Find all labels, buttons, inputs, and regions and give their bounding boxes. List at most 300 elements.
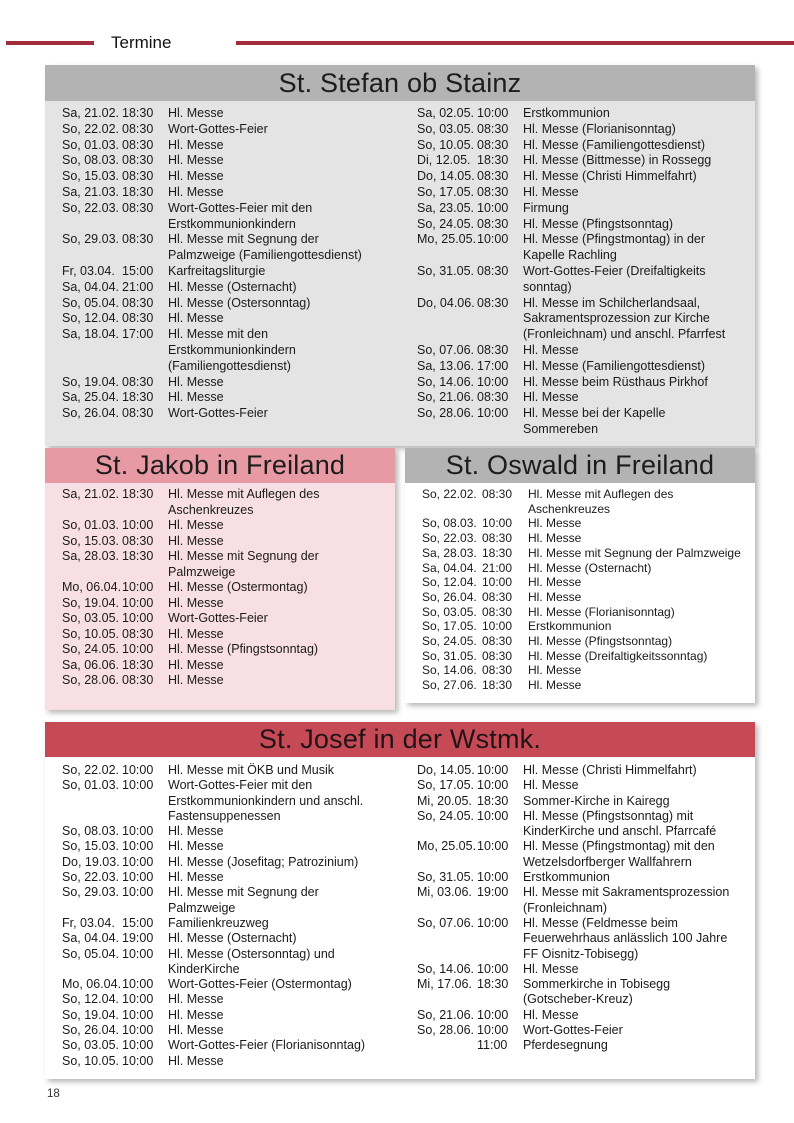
event-description: Hl. Messe (Christi Himmelfahrt) xyxy=(523,169,697,184)
event-date: So, 08.03. xyxy=(62,153,119,168)
event-row xyxy=(62,627,395,643)
event-row xyxy=(422,590,755,605)
event-row xyxy=(62,947,400,978)
event-row xyxy=(417,122,755,138)
event-time: 10:00 xyxy=(477,1023,509,1038)
event-time: 08:30 xyxy=(122,232,154,247)
event-description: Hl. Messe (Feldmesse beim Feuerwehrhaus anlässlich 100 Jahre FF Oisnitz-Tobisegg) xyxy=(523,915,728,961)
page-header-label: Termine xyxy=(111,33,172,52)
event-date: So, 10.05. xyxy=(62,1053,119,1068)
event-date: So, 10.05. xyxy=(62,626,119,641)
event-time: 10:00 xyxy=(122,595,154,610)
event-date: Mi, 20.05. xyxy=(417,793,472,808)
event-row xyxy=(422,663,755,678)
event-time: 08:30 xyxy=(122,406,154,421)
event-description: Hl. Messe xyxy=(523,342,579,357)
event-row xyxy=(62,1023,400,1038)
event-time: 08:30 xyxy=(482,589,513,604)
event-time: 10:00 xyxy=(122,839,154,854)
event-time: 18:30 xyxy=(477,153,509,168)
event-date: Fr, 03.04. xyxy=(62,263,115,278)
event-description: Hl. Messe xyxy=(168,824,224,839)
section-body xyxy=(45,101,755,446)
event-description: Hl. Messe (Ostersonntag) xyxy=(168,295,311,310)
event-row xyxy=(417,794,755,809)
event-description: Hl. Messe xyxy=(528,663,582,678)
event-description: Hl. Messe xyxy=(523,961,579,976)
event-time: 08:30 xyxy=(482,487,513,501)
event-date: So, 22.03. xyxy=(62,200,119,215)
event-description: Hl. Messe mit Segnung der Palmzweige (Familiengottesdienst) xyxy=(168,232,362,263)
event-row xyxy=(417,264,755,296)
event-date: So, 28.06. xyxy=(417,1023,474,1038)
event-description: Hl. Messe xyxy=(168,1053,224,1068)
event-time: 10:00 xyxy=(477,106,509,120)
event-time: 18:30 xyxy=(482,545,513,560)
event-description: Hl. Messe mit Auflegen des Aschenkreuzes xyxy=(168,487,320,517)
event-date: Sa, 25.04. xyxy=(62,390,119,405)
event-time: 10:00 xyxy=(477,870,509,885)
event-row xyxy=(62,763,400,778)
event-description: Hl. Messe mit Segnung der Palmzweige xyxy=(528,545,741,560)
event-row xyxy=(62,390,400,406)
event-date: Mi, 17.06. xyxy=(417,977,472,992)
event-date: So, 03.05. xyxy=(62,611,119,625)
event-time: 08:30 xyxy=(477,184,509,199)
event-description: Hl. Messe (Familiengottesdienst) xyxy=(523,137,706,152)
event-row xyxy=(62,487,395,518)
event-row xyxy=(422,516,755,531)
event-description: Hl. Messe xyxy=(168,1023,224,1038)
event-row xyxy=(62,264,400,280)
event-date: So, 19.04. xyxy=(62,1007,119,1022)
event-time: 10:00 xyxy=(122,763,154,777)
event-date: So, 05.04. xyxy=(62,295,119,310)
event-time: 18:30 xyxy=(477,793,509,808)
event-description: Wort-Gottes-Feier xyxy=(168,406,268,421)
event-description: Hl. Messe mit Segnung der Palmzweige xyxy=(168,885,319,915)
event-row xyxy=(62,580,395,596)
event-time: 10:00 xyxy=(482,575,513,590)
event-description: Hl. Messe xyxy=(168,533,224,548)
event-description: Hl. Messe (Bittmesse) in Rossegg xyxy=(523,153,712,168)
event-row xyxy=(62,375,400,391)
event-description: Hl. Messe (Christi Himmelfahrt) xyxy=(523,763,697,777)
event-row xyxy=(62,280,400,296)
event-row xyxy=(417,763,755,778)
event-date: Sa, 06.06. xyxy=(62,657,119,672)
event-description: Hl. Messe (Ostersonntag) und KinderKirche xyxy=(168,946,335,976)
event-description: Hl. Messe xyxy=(168,106,224,120)
event-date: So, 03.05. xyxy=(62,1038,119,1053)
event-date: Mi, 03.06. xyxy=(417,885,472,900)
event-description: Hl. Messe xyxy=(168,626,224,641)
event-date: So, 31.05. xyxy=(422,648,477,663)
event-description: Hl. Messe mit Segnung der Palmzweige xyxy=(168,549,319,579)
event-time: 08:30 xyxy=(122,200,154,215)
event-row xyxy=(62,153,400,169)
event-date: Sa, 28.03. xyxy=(62,549,119,563)
event-row xyxy=(62,977,400,992)
event-description: Hl. Messe (Pfingstmontag) in der Kapelle Rachling xyxy=(523,232,706,263)
event-description: Hl. Messe xyxy=(168,673,224,687)
event-time: 10:00 xyxy=(477,961,509,976)
event-row xyxy=(422,678,755,693)
event-date: So, 08.03. xyxy=(422,516,477,531)
event-time: 21:00 xyxy=(122,279,154,294)
event-date: So, 15.03. xyxy=(62,169,119,184)
event-time: 08:30 xyxy=(122,137,154,152)
event-date: So, 24.05. xyxy=(417,216,474,231)
event-column-right xyxy=(400,106,755,438)
event-description: Hl. Messe xyxy=(168,839,224,854)
event-row xyxy=(62,518,395,534)
event-time: 18:30 xyxy=(482,678,513,693)
event-time: 18:30 xyxy=(122,549,154,563)
event-date: So, 10.05. xyxy=(417,137,474,152)
event-description: Hl. Messe xyxy=(168,870,224,885)
event-date: So, 01.03. xyxy=(62,137,119,152)
event-time: 08:30 xyxy=(482,604,513,619)
event-time: 15:00 xyxy=(122,915,154,930)
event-time: 10:00 xyxy=(122,1053,154,1068)
event-date: Sa, 04.04. xyxy=(422,560,477,575)
event-time: 10:00 xyxy=(482,619,513,634)
event-row xyxy=(62,169,400,185)
event-description: Hl. Messe xyxy=(523,1007,579,1022)
event-date: So, 03.05. xyxy=(417,121,474,136)
event-description: Hl. Messe xyxy=(168,657,224,672)
event-description: Erstkommunion xyxy=(523,870,610,885)
event-time: 10:00 xyxy=(122,518,154,532)
event-description: Hl. Messe xyxy=(168,992,224,1007)
event-date: So, 29.03. xyxy=(62,885,119,900)
event-description: Erstkommunion xyxy=(528,619,612,634)
event-time: 10:00 xyxy=(477,200,509,215)
event-date: So, 29.03. xyxy=(62,232,119,247)
event-date: So, 27.06. xyxy=(422,678,477,693)
event-description: Karfreitagsliturgie xyxy=(168,263,266,278)
event-row xyxy=(62,596,395,612)
event-date: Do, 19.03. xyxy=(62,854,120,869)
event-date: So, 22.03. xyxy=(422,531,477,546)
event-date: Mo, 25.05. xyxy=(417,232,477,247)
event-description: Hl. Messe xyxy=(168,518,224,532)
event-time: 18:30 xyxy=(122,390,154,405)
event-time: 08:30 xyxy=(482,648,513,663)
section-st-josef-in-der-wstmk xyxy=(45,722,755,1079)
section-body xyxy=(45,483,395,710)
event-row xyxy=(417,809,755,840)
event-date: So, 24.05. xyxy=(422,634,477,649)
event-row xyxy=(417,778,755,793)
event-date: So, 14.06. xyxy=(422,663,477,678)
event-date: So, 17.05. xyxy=(417,778,474,793)
header-rule-left xyxy=(6,41,94,45)
event-date: Fr, 03.04. xyxy=(62,915,115,930)
event-date: So, 28.06. xyxy=(62,673,119,687)
event-row xyxy=(422,546,755,561)
event-description: Hl. Messe xyxy=(168,153,224,168)
event-time: 08:30 xyxy=(482,531,513,546)
event-row xyxy=(417,359,755,375)
event-columns xyxy=(45,763,755,1069)
event-description: Sommerkirche in Tobisegg (Gotscheber-Kreuz) xyxy=(523,977,671,1007)
event-time: 08:30 xyxy=(122,153,154,168)
event-time: 18:30 xyxy=(477,977,509,992)
event-row xyxy=(62,885,400,916)
event-row xyxy=(62,1038,400,1053)
event-date: So, 01.03. xyxy=(62,778,119,793)
event-time: 10:00 xyxy=(122,977,154,992)
event-time: 10:00 xyxy=(122,870,154,885)
section-title: St. Josef in der Wstmk. xyxy=(45,722,755,757)
event-row xyxy=(417,1038,755,1053)
event-description: Erstkommunion xyxy=(523,106,610,120)
event-row xyxy=(422,561,755,576)
event-date: Sa, 13.06. xyxy=(417,358,474,373)
event-time: 10:00 xyxy=(122,824,154,839)
event-time: 08:30 xyxy=(477,121,509,136)
event-date: So, 24.05. xyxy=(417,808,474,823)
event-time: 10:00 xyxy=(122,1038,154,1053)
event-column xyxy=(45,487,395,689)
event-description: Hl. Messe (Pfingstsonntag) xyxy=(528,634,673,649)
event-row xyxy=(62,201,400,233)
event-row xyxy=(417,201,755,217)
event-time: 08:30 xyxy=(477,263,509,278)
event-time: 10:00 xyxy=(477,808,509,823)
event-time: 08:30 xyxy=(482,634,513,649)
event-time: 10:00 xyxy=(477,839,509,854)
event-row xyxy=(62,839,400,854)
event-date: Sa, 21.02. xyxy=(62,487,119,501)
event-time: 10:00 xyxy=(122,992,154,1007)
event-time: 21:00 xyxy=(482,560,513,575)
event-row xyxy=(417,839,755,870)
event-time: 18:30 xyxy=(122,657,154,672)
event-time: 08:30 xyxy=(122,673,154,687)
event-time: 10:00 xyxy=(482,516,513,531)
event-row xyxy=(62,122,400,138)
event-date: Do, 14.05. xyxy=(417,169,475,184)
event-row xyxy=(417,1023,755,1038)
event-time: 08:30 xyxy=(122,169,154,184)
event-time: 10:00 xyxy=(122,642,154,656)
event-description: Hl. Messe xyxy=(168,169,224,184)
event-description: Hl. Messe xyxy=(523,390,579,405)
event-date: Mo, 06.04. xyxy=(62,580,122,594)
event-description: Wort-Gottes-Feier xyxy=(168,121,268,136)
event-row xyxy=(62,549,395,580)
event-row xyxy=(422,531,755,546)
event-row xyxy=(422,487,755,516)
event-description: Hl. Messe xyxy=(528,589,582,604)
event-row xyxy=(417,916,755,962)
event-date: So, 26.04. xyxy=(422,589,477,604)
event-time: 19:00 xyxy=(122,931,154,946)
event-description: Hl. Messe mit den Erstkommunionkindern (Familiengottesdienst) xyxy=(168,327,296,373)
header-rule-right xyxy=(236,41,794,45)
event-date: So, 05.04. xyxy=(62,946,119,961)
event-description: Wort-Gottes-Feier xyxy=(168,611,268,625)
event-time: 10:00 xyxy=(477,232,509,247)
event-description: Hl. Messe (Ostermontag) xyxy=(168,580,308,594)
event-time: 08:30 xyxy=(477,216,509,231)
event-time: 08:30 xyxy=(122,626,154,641)
event-date: Sa, 04.04. xyxy=(62,279,119,294)
event-row xyxy=(62,106,400,122)
section-body xyxy=(405,483,755,703)
event-row xyxy=(417,375,755,391)
event-columns xyxy=(45,106,755,438)
event-row xyxy=(62,534,395,550)
event-description: Wort-Gottes-Feier (Ostermontag) xyxy=(168,977,352,992)
event-time: 08:30 xyxy=(477,169,509,184)
event-row xyxy=(62,824,400,839)
event-description: Hl. Messe xyxy=(523,778,579,793)
event-description: Hl. Messe (Josefitag; Patrozinium) xyxy=(168,854,359,869)
event-date: So, 03.05. xyxy=(422,604,477,619)
event-description: Wort-Gottes-Feier (Dreifaltigkeits sonntag) xyxy=(523,263,706,294)
event-column-left xyxy=(45,763,400,1069)
event-row xyxy=(417,1008,755,1023)
section-st-oswald-in-freiland xyxy=(405,448,755,703)
event-date: So, 22.02. xyxy=(62,121,119,136)
event-row xyxy=(417,106,755,122)
event-date: So, 26.04. xyxy=(62,406,119,421)
event-row xyxy=(62,658,395,674)
event-description: Hl. Messe xyxy=(168,137,224,152)
event-date: So, 12.04. xyxy=(62,992,119,1007)
event-row xyxy=(62,1008,400,1023)
event-row xyxy=(62,870,400,885)
event-description: Hl. Messe (Osternacht) xyxy=(168,931,297,946)
event-description: Hl. Messe mit Sakramentsprozession (Fronleichnam) xyxy=(523,885,730,915)
event-date: So, 22.03. xyxy=(62,870,119,885)
event-date: So, 21.06. xyxy=(417,1007,474,1022)
event-row xyxy=(417,343,755,359)
event-date: So, 24.05. xyxy=(62,642,119,656)
section-body xyxy=(45,757,755,1079)
event-time: 17:00 xyxy=(122,327,154,342)
event-date: So, 14.06. xyxy=(417,374,474,389)
event-date: So, 28.06. xyxy=(417,406,474,421)
event-time: 08:30 xyxy=(477,342,509,357)
event-row xyxy=(62,992,400,1007)
event-date: So, 01.03. xyxy=(62,518,119,532)
event-description: Hl. Messe xyxy=(528,678,582,693)
event-row xyxy=(417,185,755,201)
event-time: 08:30 xyxy=(122,533,154,548)
event-date: So, 12.04. xyxy=(422,575,477,590)
event-row xyxy=(417,217,755,233)
event-date: So, 22.02. xyxy=(422,487,477,501)
event-description: Hl. Messe xyxy=(528,531,582,546)
event-date: Mo, 06.04. xyxy=(62,977,122,992)
event-date: So, 22.02. xyxy=(62,763,119,777)
event-row xyxy=(422,575,755,590)
event-date: Mo, 25.05. xyxy=(417,839,477,854)
event-description: Hl. Messe (Pfingstsonntag) xyxy=(168,642,319,656)
event-column-left xyxy=(45,106,400,438)
event-time: 08:30 xyxy=(477,390,509,405)
event-description: Wort-Gottes-Feier (Florianisonntag) xyxy=(168,1038,366,1053)
event-description: Hl. Messe xyxy=(168,311,224,326)
event-row xyxy=(62,232,400,264)
event-description: Hl. Messe im Schilcherlandsaal, Sakramentsprozession zur Kirche (Fronleichnam) und anschl. Pfarrfest xyxy=(523,295,726,342)
event-time: 15:00 xyxy=(122,263,154,278)
event-description: Hl. Messe xyxy=(168,595,224,610)
event-row xyxy=(62,931,400,946)
event-row xyxy=(62,327,400,374)
event-description: Wort-Gottes-Feier mit den Erstkommunionkindern und anschl. Fastensuppenessen xyxy=(168,778,364,823)
event-date: Sa, 18.04. xyxy=(62,327,119,342)
event-time: 08:30 xyxy=(477,295,509,310)
event-date: So, 31.05. xyxy=(417,870,474,885)
event-date: So, 31.05. xyxy=(417,263,474,278)
event-time: 10:00 xyxy=(477,406,509,421)
event-description: Hl. Messe (Dreifaltigkeitssonntag) xyxy=(528,648,708,663)
event-description: Hl. Messe (Familiengottesdienst) xyxy=(523,358,706,373)
section-st-stefan-ob-stainz xyxy=(45,65,755,446)
section-title: St. Jakob in Freiland xyxy=(45,448,395,483)
event-time: 10:00 xyxy=(477,915,509,930)
event-row xyxy=(62,406,400,422)
event-date: So, 17.05. xyxy=(417,184,474,199)
event-row xyxy=(422,605,755,620)
section-st-jakob-in-freiland xyxy=(45,448,395,710)
event-time: 10:00 xyxy=(477,778,509,793)
event-row xyxy=(417,153,755,169)
event-row xyxy=(417,962,755,977)
event-description: Hl. Messe (Osternacht) xyxy=(168,279,297,294)
event-description: Hl. Messe xyxy=(168,374,224,389)
event-date: Sa, 28.03. xyxy=(422,545,477,560)
event-time: 08:30 xyxy=(482,663,513,678)
event-time: 08:30 xyxy=(122,295,154,310)
event-row xyxy=(422,619,755,634)
event-row xyxy=(417,977,755,1008)
event-time: 10:00 xyxy=(122,1007,154,1022)
event-row xyxy=(417,390,755,406)
event-time: 10:00 xyxy=(477,374,509,389)
event-row xyxy=(417,169,755,185)
event-description: Hl. Messe (Pfingstmontag) mit den Wetzelsdorfberger Wallfahrern xyxy=(523,839,715,869)
event-time: 10:00 xyxy=(122,611,154,625)
event-date: Sa, 02.05. xyxy=(417,106,474,120)
event-description: Hl. Messe (Pfingstsonntag) mit KinderKirche und anschl. Pfarrcafé xyxy=(523,808,717,839)
event-time: 10:00 xyxy=(477,1007,509,1022)
event-column-right xyxy=(400,763,755,1069)
event-row xyxy=(62,611,395,627)
event-description: Pferdesegnung xyxy=(523,1038,608,1053)
event-date: So, 26.04. xyxy=(62,1023,119,1038)
event-date: Sa, 21.03. xyxy=(62,184,119,199)
event-date: So, 08.03. xyxy=(62,824,119,839)
event-description: Hl. Messe bei der Kapelle Sommereben xyxy=(523,406,666,436)
section-title: St. Stefan ob Stainz xyxy=(45,65,755,101)
event-description: Wort-Gottes-Feier mit den Erstkommunionkindern xyxy=(168,200,313,231)
event-time: 11:00 xyxy=(477,1038,508,1053)
event-description: Hl. Messe mit ÖKB und Musik xyxy=(168,763,335,777)
event-description: Hl. Messe xyxy=(528,516,582,531)
event-description: Firmung xyxy=(523,200,569,215)
event-description: Hl. Messe xyxy=(168,184,224,199)
event-time: 08:30 xyxy=(477,137,509,152)
event-description: Hl. Messe (Pfingstsonntag) xyxy=(523,216,674,231)
event-time: 10:00 xyxy=(122,885,154,900)
